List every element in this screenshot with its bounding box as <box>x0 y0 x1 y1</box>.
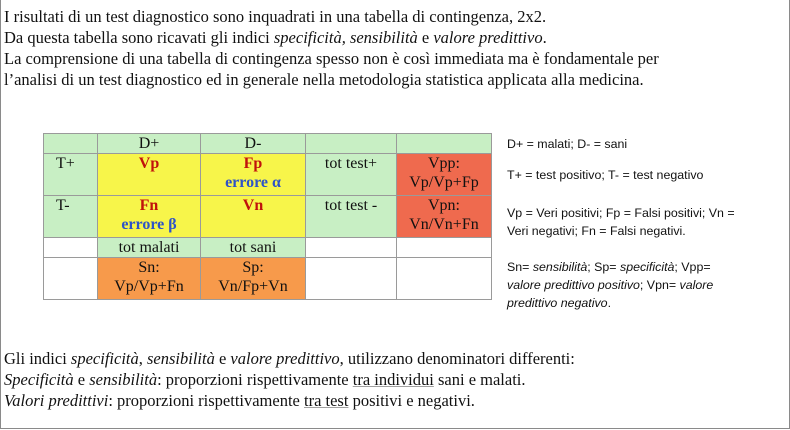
empty-cell <box>306 238 397 258</box>
table-row-sn-sp <box>44 258 492 300</box>
table-row-t-plus <box>44 154 492 196</box>
cell-tot-sani: tot sani <box>201 238 306 258</box>
outro-line-1: Gli indici specificità, sensibilità e valore predittivo, utilizzano denominatori differenti: <box>4 349 575 368</box>
note-v-f-legend: Vp = Veri positivi; Fp = Falsi positivi; Vn = Veri negativi; Fn = Falsi negativi. <box>507 206 735 238</box>
cell-vp: Vp <box>98 154 201 196</box>
cell-fp-error-alpha: errore α <box>225 174 281 191</box>
intro-line-2: Da questa tabella sono ricavati gli indici specificità, sensibilità e valore predittivo. <box>4 28 547 47</box>
empty-cell <box>306 258 397 300</box>
empty-cell <box>397 258 492 300</box>
empty-cell <box>397 238 492 258</box>
cell-tot-test-minus: tot test - <box>306 196 397 238</box>
note-t-legend: T+ = test positivo; T- = test negativo <box>507 168 704 182</box>
cell-vpn: Vpn: Vn/Vn+Fn <box>397 196 492 238</box>
cell-sp: Sp: Vn/Fp+Vn <box>201 258 306 300</box>
note-d-legend: D+ = malati; D- = sani <box>507 137 628 151</box>
table-row-t-minus <box>44 196 492 238</box>
cell-tot-test-plus: tot test+ <box>306 154 397 196</box>
header-empty-cell <box>397 134 492 154</box>
outro-line-2: Specificità e sensibilità: proporzioni rispettivamente tra individui sani e malati. <box>4 370 526 389</box>
outro-line-3: Valori predittivi: proporzioni rispettivamente tra test positivi e negativi. <box>4 391 475 410</box>
empty-cell <box>44 258 98 300</box>
header-empty-cell <box>306 134 397 154</box>
cell-fp: Fp errore α <box>201 154 306 196</box>
contingency-table <box>43 133 492 300</box>
intro-line-1: I risultati di un test diagnostico sono inquadrati in una tabella di contingenza, 2x2. <box>4 7 547 26</box>
cell-fn: Fn errore β <box>98 196 201 238</box>
note-indices-legend: Sn= sensibilità; Sp= specificità; Vpp= valore predittivo positivo; Vpn= valore predittivo negativo. <box>507 260 714 310</box>
intro-line-4: l’analisi di un test diagnostico ed in generale nella metodologia statistica applicata alla medicina. <box>4 70 644 89</box>
table-header-row <box>44 134 492 154</box>
cell-fn-error-beta: errore β <box>121 216 177 233</box>
cell-vn: Vn <box>201 196 306 238</box>
header-d-minus: D- <box>201 134 306 154</box>
cell-vpp: Vpp: Vp/Vp+Fp <box>397 154 492 196</box>
empty-cell <box>44 238 98 258</box>
intro-line-3: La comprensione di una tabella di contingenza spesso non è così immediata ma è fondamentale per <box>4 49 659 68</box>
header-empty-cell <box>44 134 98 154</box>
cell-sn: Sn: Vp/Vp+Fn <box>98 258 201 300</box>
row-label-t-plus: T+ <box>44 154 98 196</box>
cell-tot-malati: tot malati <box>98 238 201 258</box>
table-row-totals <box>44 238 492 258</box>
header-d-plus: D+ <box>98 134 201 154</box>
outro-paragraph <box>4 348 784 411</box>
row-label-t-minus: T- <box>44 196 98 238</box>
intro-paragraph <box>4 6 784 90</box>
